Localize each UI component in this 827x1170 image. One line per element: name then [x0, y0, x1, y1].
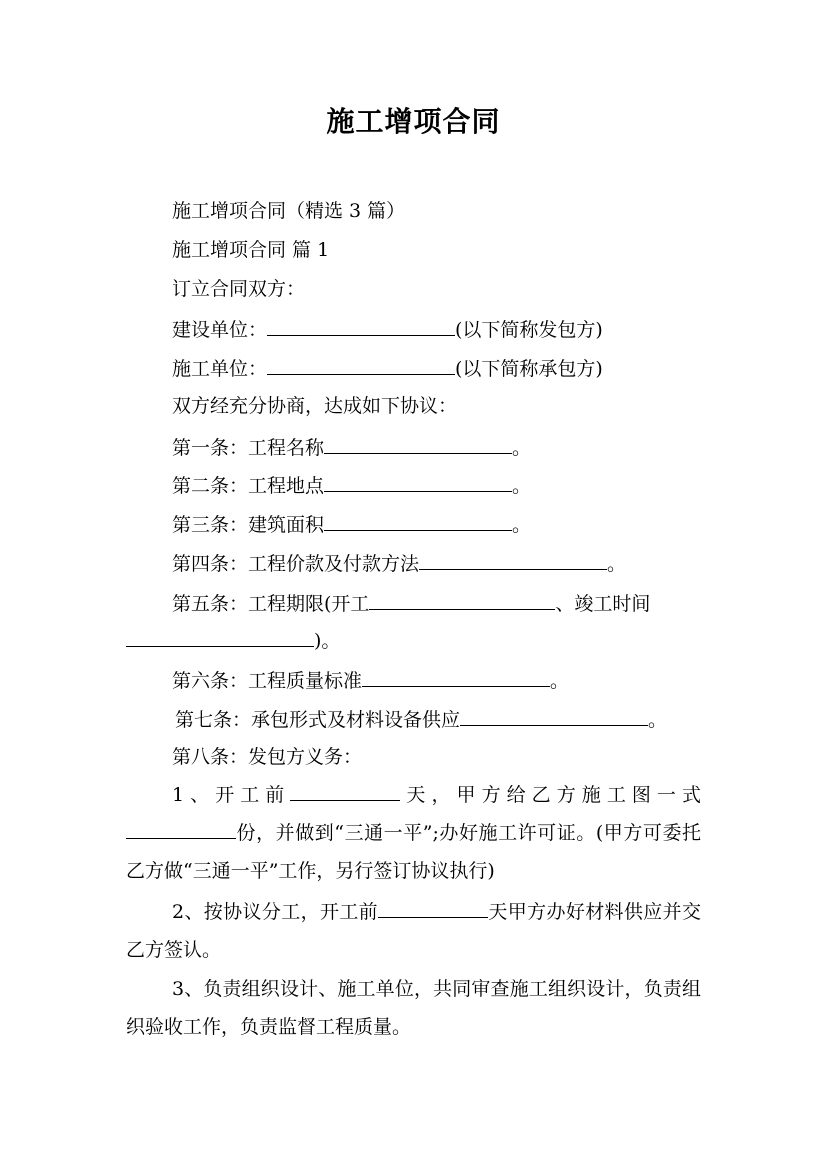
- article-6-blank[interactable]: [362, 666, 550, 687]
- article-7-period: 。: [648, 709, 668, 731]
- article-4-blank[interactable]: [419, 549, 607, 570]
- article-2-label: 第二条：工程地点: [172, 475, 325, 497]
- owner-blank[interactable]: [267, 315, 455, 336]
- article-5: [172, 589, 650, 617]
- agreement-intro: 双方经充分协商，达成如下协议：: [172, 395, 458, 417]
- item-2-start: 2、按协议分工，开工前: [172, 901, 379, 923]
- article-5-cont: [126, 626, 340, 654]
- contractor-line: [172, 354, 603, 382]
- article-2-period: 。: [512, 475, 532, 497]
- article-5-label: 第五条：工程期限(开工: [172, 593, 370, 615]
- article-6-period: 。: [550, 670, 570, 692]
- article-4-label: 第四条：工程价款及付款方法: [172, 553, 420, 575]
- article-2: [172, 471, 531, 499]
- document-title: 施工增项合同: [326, 105, 501, 138]
- owner-label: 建设单位：: [172, 319, 268, 341]
- contractor-blank[interactable]: [267, 354, 455, 375]
- item-1-mid: 天，甲方给乙方施工图一式: [400, 784, 701, 806]
- article-4: [172, 549, 626, 577]
- article-7-label: 第七条：承包形式及材料设备供应: [175, 709, 461, 731]
- item-1-rest: 份，并做到“三通一平”;办好施工许可证。(甲方可委托乙方做“三通一平”工作，另行签订协议执行): [126, 822, 701, 882]
- article-7: [175, 705, 667, 733]
- article-1-label: 第一条：工程名称: [172, 437, 325, 459]
- article-4-period: 。: [607, 553, 627, 575]
- article-3-blank[interactable]: [324, 510, 512, 531]
- owner-suffix: (以下简称发包方): [455, 319, 603, 341]
- article-1-period: 。: [512, 437, 532, 459]
- article-2-blank[interactable]: [324, 471, 512, 492]
- owner-line: [172, 315, 603, 343]
- article-5-end: )。: [314, 630, 341, 652]
- contractor-label: 施工单位：: [172, 358, 268, 380]
- item-2-rest: 天甲方办好材料供应并交乙方签认。: [126, 901, 701, 961]
- article-5-completion: 、竣工时间: [555, 593, 651, 615]
- part-label: 施工增项合同 篇 1: [172, 239, 330, 261]
- article-5-start-blank[interactable]: [369, 589, 555, 610]
- article-3: [172, 510, 531, 538]
- item-1-days-blank[interactable]: [290, 780, 400, 801]
- item-3: 3、负责组织设计、施工单位，共同审查施工组织设计，负责组织验收工作，负责监督工程质量。: [126, 978, 701, 1038]
- parties-heading: 订立合同双方：: [172, 278, 306, 300]
- article-8: 第八条：发包方义务：: [172, 746, 363, 768]
- item-1-copies-blank[interactable]: [126, 818, 236, 839]
- item-2: [126, 893, 701, 969]
- item-2-days-blank[interactable]: [378, 897, 488, 918]
- article-7-blank[interactable]: [460, 705, 648, 726]
- article-6: [172, 666, 569, 694]
- contractor-suffix: (以下简称承包方): [455, 358, 603, 380]
- article-1-blank[interactable]: [324, 433, 512, 454]
- item-1-start: 1、开工前: [172, 784, 291, 806]
- article-1: [172, 433, 531, 461]
- article-3-label: 第三条：建筑面积: [172, 514, 325, 536]
- subtitle: 施工增项合同（精选 3 篇）: [172, 200, 406, 222]
- article-6-label: 第六条：工程质量标准: [172, 670, 363, 692]
- article-5-end-blank[interactable]: [126, 626, 314, 647]
- article-3-period: 。: [512, 514, 532, 536]
- item-1: [126, 776, 701, 890]
